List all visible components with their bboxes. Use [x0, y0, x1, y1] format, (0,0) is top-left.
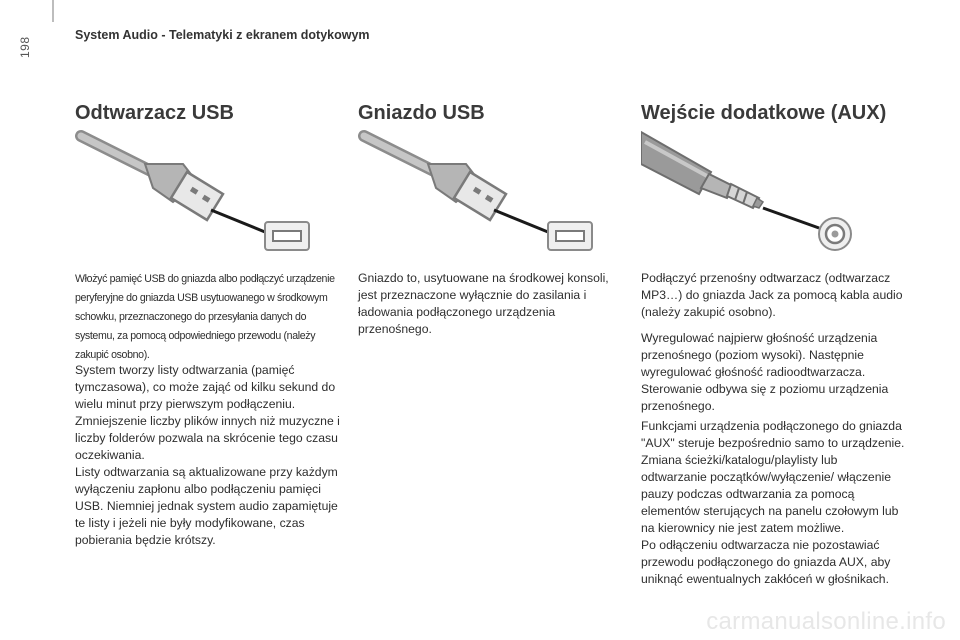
section-title-usb-player: Odtwarzacz USB	[75, 102, 234, 124]
margin-rule	[52, 0, 54, 22]
aux-control-text: Funkcjami urządzenia podłączonego do gniazda "AUX" steruje bezpośrednio samo to urządzenie. Zmiana ścieżki/katalogu/playlisty lub odtwarzanie początków/wyłączenie/ włączenie pauzy podczas odtwarzania za pomocą elementów sterujących na panelu czołowym lub na kierownicy nie jest zatem możliwe. Po odłączeniu odtwarzacza nie pozostawiać przewodu podłączonego do gniazda AUX, aby uniknąć ewentualnych zakłóceń w głośnikach.	[641, 419, 905, 586]
aux-connect-text: Podłączyć przenośny odtwarzacz (odtwarzacz MP3…) do gniazda Jack za pomocą kabla audio (należy zakupić osobno).	[641, 271, 903, 319]
usb-socket-illustration	[358, 128, 618, 256]
usb-socket-text: Gniazdo to, usytuowane na środkowej konsoli, jest przeznaczone wyłącznie do zasilania i ładowania podłączonego urządzenia przenośnego.	[358, 271, 609, 336]
usb-plug-icon	[364, 136, 548, 232]
page-number: 198	[18, 36, 32, 58]
section-title-aux-input: Wejście dodatkowe (AUX)	[641, 102, 887, 124]
usb-player-illustration	[75, 128, 335, 256]
jack-plug-icon	[641, 132, 819, 228]
section-title-usb-socket: Gniazdo USB	[358, 102, 485, 124]
aux-socket-icon	[819, 218, 851, 250]
usb-port-icon	[265, 222, 309, 250]
watermark: carmanualsonline.info	[706, 608, 946, 635]
aux-input-illustration	[641, 128, 901, 256]
usb-port-icon	[548, 222, 592, 250]
aux-volume-text: Wyregulować najpierw głośność urządzenia przenośnego (poziom wysoki). Następnie wyregulować głośność radioodtwarzacza. Sterowanie odbywa się z poziomu urządzenia przenośnego.	[641, 331, 889, 413]
running-header: System Audio - Telematyki z ekranem dotykowym	[75, 28, 370, 42]
usb-player-intro-text: Włożyć pamięć USB do gniazda albo podłączyć urządzenie peryferyjne do gniazda USB usytuowanego w środkowym schowku, przeznaczonego do przesyłania danych do systemu, za pomocą odpowiedniego przewodu (należy zakupić osobno).	[75, 273, 335, 361]
usb-plug-icon	[81, 136, 265, 232]
usb-player-playlist-text: System tworzy listy odtwarzania (pamięć tymczasowa), co może zająć od kilku sekund do wielu minut przy pierwszym podłączeniu. Zmniejszenie liczby plików innych niż muzyczne i liczby folderów pozwala na skrócenie tego czasu oczekiwania. Listy odtwarzania są aktualizowane przy każdym wyłączeniu zapłonu albo podłączeniu pamięci USB. Niemniej jednak system audio zapamiętuje te listy i jeżeli nie były modyfikowane, czas pobierania będzie krótszy.	[75, 363, 340, 547]
